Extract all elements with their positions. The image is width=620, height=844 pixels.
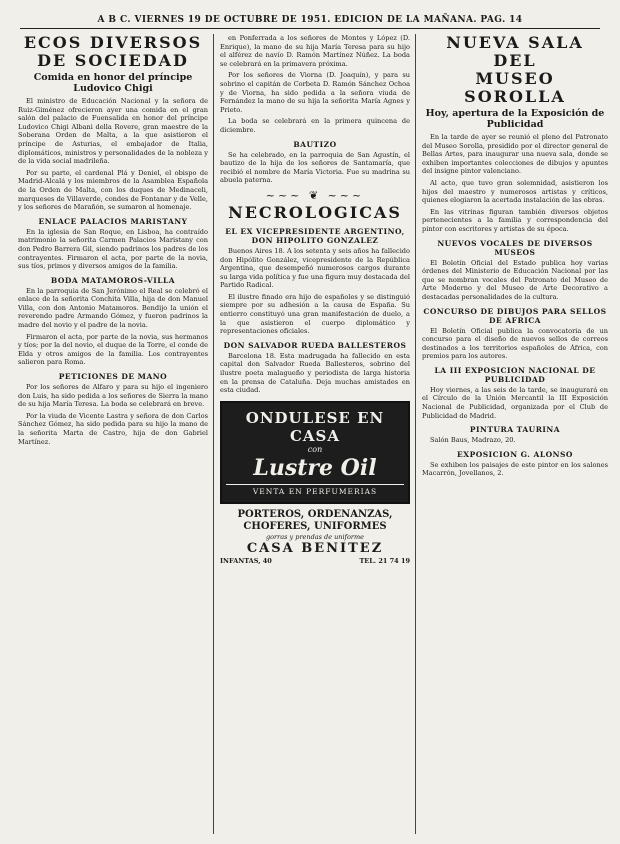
ad-text: gorras y prendas de uniforme [265,532,364,541]
ad-contact [220,557,410,565]
article-headline: Comida en honor del príncipe Ludovico Chigi [33,72,193,94]
section-title: DE SOCIEDAD [37,51,189,70]
article-paragraph: Se ha celebrado, en la parroquia de San Agustín, el bautizo de la hija de los señores de Santamaría, que recibió el nombre de María Victoria. Fue su madrina su abuela paterna. [220,150,410,185]
article-headline: BODA MATAMOROS-VILLA [50,275,176,285]
ad-headline: PORTEROS, ORDENANZAS, CHOFERES, UNIFORMES [237,508,393,532]
article-paragraph: Firmaron el acta, por parte de la novia, sus hermanos y tíos; por la del novio, el duque de la Torre, el conde de Elda y otros amigos de la familia. Los contrayentes salieron para Roma. [18,332,208,367]
column-divider [415,34,416,834]
article-headline: PINTURA TAURINA [469,425,561,435]
article-paragraph: El Boletín Oficial publica la convocatoria de un concurso para el diseño de nuevos sellos de correos destinados a los territorios españoles de África, con premios para los autores. [422,326,608,361]
advertisement-casa-benitez [220,509,410,565]
section-title: MUSEO SOROLLA [464,69,566,106]
column-society [18,34,208,834]
article-paragraph: Salón Baus, Madrazo, 20. [430,436,516,445]
column-museum [422,34,608,834]
advertisement-lustre-oil [220,401,410,504]
article-paragraph: Por los señores de Viorna (D. Joaquín), y para su sobrino el capitán de Corbeta D. Ramón Sánchez Ochoa y de Viorna, ha sido pedida a la señora viuda de Fernández la mano de su hija la señorita María Agnes y Prieto. [220,71,410,114]
article-paragraph: Por la viuda de Vicente Lastra y señora de don Carlos Sánchez Gómez, ha sido pedida para su hijo la mano de la señorita Marta de Castro, hija de don Gabriel Martínez. [18,411,208,446]
column-divider [213,34,214,834]
article-paragraph: La boda se celebrará en la primera quincena de diciembre. [220,117,410,134]
article-paragraph: El ministro de Educación Nacional y la señora de Ruiz-Giménez ofrecieron ayer una comida en el gran salón del palacio de Fuensalida en honor del príncipe Ludovico Chigi Albani della Rovere, gran maestre de la Soberana Orden de Malta, a la que asistieron el príncipe de Asturias, el embajador de Italia, diplomáticos, ministros y personalidades de la nobleza y de la vida social madrileña. [18,97,208,166]
ornament-divider: ~~~ ❦ ~~~ [265,188,365,202]
article-paragraph: Por los señores de Alfaro y para su hijo el ingeniero don Luis, ha sido pedida a los señores de Sierra la mano de su hija María Teresa. La boda se celebrará en breve. [18,383,208,409]
article-paragraph: Barcelona 18. Esta madrugada ha fallecido en esta capital don Salvador Rueda Ballesteros, sobrino del ilustre poeta malagueño y periodista de larga historia en la prensa de Cataluña. Deja muchas amistades en esta ciudad. [220,351,410,395]
article-headline: LA III EXPOSICION NACIONAL DE PUBLICIDAD [434,365,596,384]
article-headline: EXPOSICION G. ALONSO [457,449,573,459]
ad-text: con [307,444,323,454]
article-paragraph: Al acto, que tuvo gran solemnidad, asistieron los hijos del maestro y numerosos artistas y críticos, quienes elogiaron la acertada instalación de las obras. [422,178,608,205]
article-headline: BAUTIZO [293,139,337,149]
article-headline: ENLACE PALACIOS MARISTANY [38,216,188,226]
column-obituaries [220,34,410,834]
section-title: ECOS DIVERSOS [23,34,203,52]
article-paragraph: Se exhiben los paisajes de este pintor en los salones Macarrón, Jovellanos, 2. [422,460,608,478]
page-header: A B C. VIERNES 19 DE OCTUBRE DE 1951. EDICION DE LA MAÑANA. PAG. 14 [20,12,600,29]
ad-text: VENTA EN PERFUMERIAS [226,484,404,496]
section-title: NECROLOGICAS [228,202,402,222]
article-paragraph: Buenos Aires 18. A los setenta y seis años ha fallecido don Hipólito González, vicepresidente de la República Argentina, que desempeñó numerosos cargos durante su larga vida política y fue una figura muy destacada del Partido Radical. [220,246,410,290]
article-paragraph: En las vitrinas figuran también diversos objetos pertenecientes a la familia y correspondencia del pintor con escritores y artistas de su época. [422,207,608,233]
article-paragraph: En la tarde de ayer se reunió el pleno del Patronato del Museo Sorolla, presidido por el director general de Bellas Artes, para inaugurar una nueva sala, donde se exhiben importantes colecciones de dibujos y apuntes del insigne pintor valenciano. [422,133,608,176]
article-headline: Hoy, apertura de la Exposición de Publicidad [425,108,605,130]
article-paragraph: en Ponferrada a los señores de Montes y López (D. Enrique), la mano de su hija María Teresa para su hijo el alférez de navío D. Ramón Martínez Núñez. La boda se celebrará en la primavera próxima. [220,34,410,68]
section-title: NUEVA SALA DEL [446,34,584,70]
article-paragraph: El ilustre finado era hijo de españoles y se distinguió siempre por su adhesión a la causa de España. Su entierro constituyó una gran manifestación de duelo, a la que asistieron el cuerpo diplomático y representaciones oficiales. [220,292,410,336]
article-headline: NUEVOS VOCALES DE DIVERSOS MUSEOS [437,238,593,257]
article-paragraph: En la iglesia de San Roque, en Lisboa, ha contraído matrimonio la señorita Carmen Palacios Maristany con don Pedro Barrera Gil, siendo padrinos los padres de los contrayentes. Firmaron el acta, por parte de la novia, sus tíos, primos y diversos amigos de la familia. [18,227,208,271]
ad-brand: CASA BENITEZ [246,540,384,556]
article-headline: PETICIONES DE MANO [58,372,168,382]
ad-phone: TEL. 21 74 19 [359,556,410,565]
article-paragraph: Por su parte, el cardenal Plá y Deniel, el obispo de Madrid-Alcalá y los miembros de la Asamblea Española de la Orden de Malta, con los duques de Medinaceli, marqueses de Villaverde, condes de Fontanar y de Velle, y los señores de Marañón, se sumaron al homenaje. [18,168,208,212]
article-headline: DON SALVADOR RUEDA BALLESTEROS [223,340,407,350]
article-paragraph: Hoy viernes, a las seis de la tarde, se inaugurará en el Círculo de la Unión Mercantil la III Exposición Nacional de Publicidad, organizada por el Club de Publicidad de Madrid. [422,385,608,420]
ad-headline: ONDULESE EN CASA [245,408,385,445]
article-headline: EL EX VICEPRESIDENTE ARGENTINO, DON HIPOLITO GONZALEZ [225,226,405,245]
ad-brand: Lustre Oil [253,454,377,481]
article-paragraph: En la parroquia de San Jerónimo el Real se celebró el enlace de la señorita Conchita Villa, hija de don Manuel Villa, con don Antonio Matamoros. Bendijo la unión el reverendo padre Armando Gómez, y fueron padrinos la madre del novio y el padre de la novia. [18,286,208,330]
ad-address: INFANTAS, 40 [220,556,272,565]
article-headline: CONCURSO DE DIBUJOS PARA SELLOS DE AFRICA [423,306,607,325]
article-paragraph: El Boletín Oficial del Estado publica hoy varias órdenes del Ministerio de Educación Nacional por las que se nombran vocales del Patronato del Museo de Arte Moderno y del Museo de Arte Decorativo a destacadas personalidades de la cultura. [422,258,608,301]
